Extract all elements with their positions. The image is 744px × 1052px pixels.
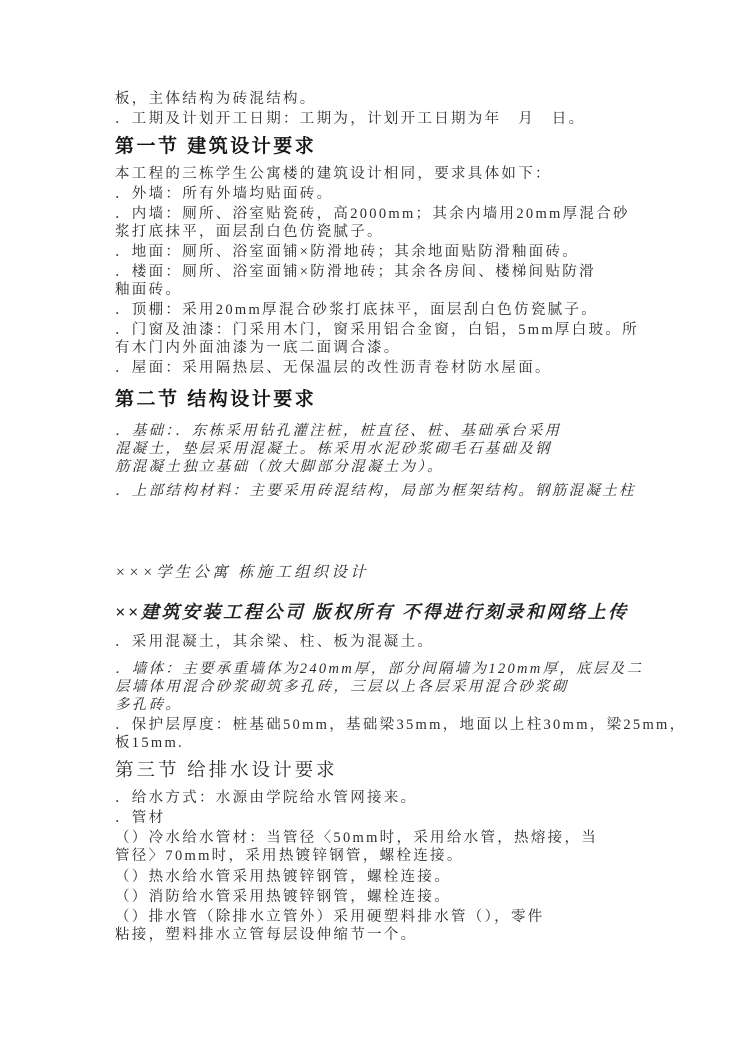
section-1-item-line: 有木门内外面油漆为一底二面调合漆。: [115, 340, 401, 356]
section-2-item-line: ．墙体：主要承重墙体为240mm厚，部分间隔墙为120mm厚，底层及二: [115, 661, 644, 677]
section-3-item-line: ．给水方式：水源由学院给水管网接来。: [115, 790, 418, 806]
section-1-item-line: ．屋面：采用隔热层、无保温层的改性沥青卷材防水屋面。: [115, 360, 552, 376]
section-1-item-line: ．地面：厕所、浴室面铺×防滑地砖；其余地面贴防滑釉面砖。: [115, 244, 580, 260]
section-1-intro-line: 本工程的三栋学生公寓楼的建筑设计相同，要求具体如下：: [115, 166, 552, 182]
section-2-item-line: 筋混凝土独立基础（放大脚部分混凝土为）。: [115, 459, 444, 475]
section-3-item-line: ．管材: [115, 810, 166, 826]
section-2-item-line: 层墙体用混合砂浆砌筑多孔砖，三层以上各层采用混合砂浆砌: [115, 679, 569, 695]
section-2-item-line: 多孔砖。: [115, 697, 183, 713]
section-2-item-line: ．采用混凝土，其余梁、柱、板为混凝土。: [115, 634, 435, 650]
section-3-item-line: （）冷水给水管材：当管径〈50mm时，采用给水管，热熔接，当: [115, 830, 599, 846]
section-3-item-line: 粘接，塑料排水立管每层设伸缩节一个。: [115, 927, 418, 943]
section-1-item-line: ．内墙：厕所、浴室贴瓷砖，高2000mm；其余内墙用20mm厚混合砂: [115, 206, 630, 222]
section-1-item-line: ．楼面：厕所、浴室面铺×防滑地砖；其余各房间、楼梯间贴防滑: [115, 264, 596, 280]
section-1-item-line: 浆打底抹平，面层刮白色仿瓷腻子。: [115, 224, 384, 240]
section-3-item-line: （）排水管（除排水立管外）采用硬塑料排水管（），零件: [115, 909, 545, 925]
section-1-item-line: 釉面砖。: [115, 282, 183, 298]
section-1-item-line: ．门窗及油漆：门采用木门，窗采用铝合金窗，白铝，5mm厚白玻。所: [115, 322, 639, 338]
prelude-line: ．工期及计划开工日期：工期为，计划开工日期为年 月 日。: [115, 111, 586, 127]
watermark-title-line: ×××学生公寓 栋施工组织设计: [115, 564, 369, 581]
section-1-heading: 第一节 建筑设计要求: [115, 136, 317, 157]
section-2-item-line: ．保护层厚度：桩基础50mm，基础梁35mm，地面以上柱30mm，梁25mm，: [115, 717, 687, 733]
section-3-item-line: （）热水给水管采用热镀锌钢管，螺栓连接。: [115, 869, 451, 885]
section-2-item-line: ．上部结构材料：主要采用砖混结构，局部为框架结构。钢筋混凝土柱: [115, 483, 636, 499]
prelude-line: 板，主体结构为砖混结构。: [115, 91, 317, 107]
section-2-item-line: 混凝土，垫层采用混凝土。栋采用水泥砂浆砌毛石基础及钢: [115, 441, 552, 457]
section-1-item-line: ．外墙：所有外墙均贴面砖。: [115, 186, 334, 202]
section-1-item-line: ．顶棚：采用20mm厚混合砂浆打底抹平，面层刮白色仿瓷腻子。: [115, 302, 599, 318]
section-3-item-line: （）消防给水管采用热镀锌钢管，螺栓连接。: [115, 889, 451, 905]
section-3-heading: 第三节 给排水设计要求: [115, 761, 338, 781]
section-3-item-line: 管径〉70mm时，采用热镀锌钢管，螺栓连接。: [115, 848, 464, 864]
section-2-item-line: ．基础：．东栋采用钻孔灌注桩，桩直径、桩、基础承台采用: [115, 423, 562, 439]
watermark-copyright-line: ××建筑安装工程公司 版权所有 不得进行刻录和网络上传: [115, 602, 629, 622]
section-2-item-line: 板15mm.: [115, 735, 184, 751]
section-2-heading: 第二节 结构设计要求: [115, 389, 317, 410]
document-content: [115, 90, 687, 944]
